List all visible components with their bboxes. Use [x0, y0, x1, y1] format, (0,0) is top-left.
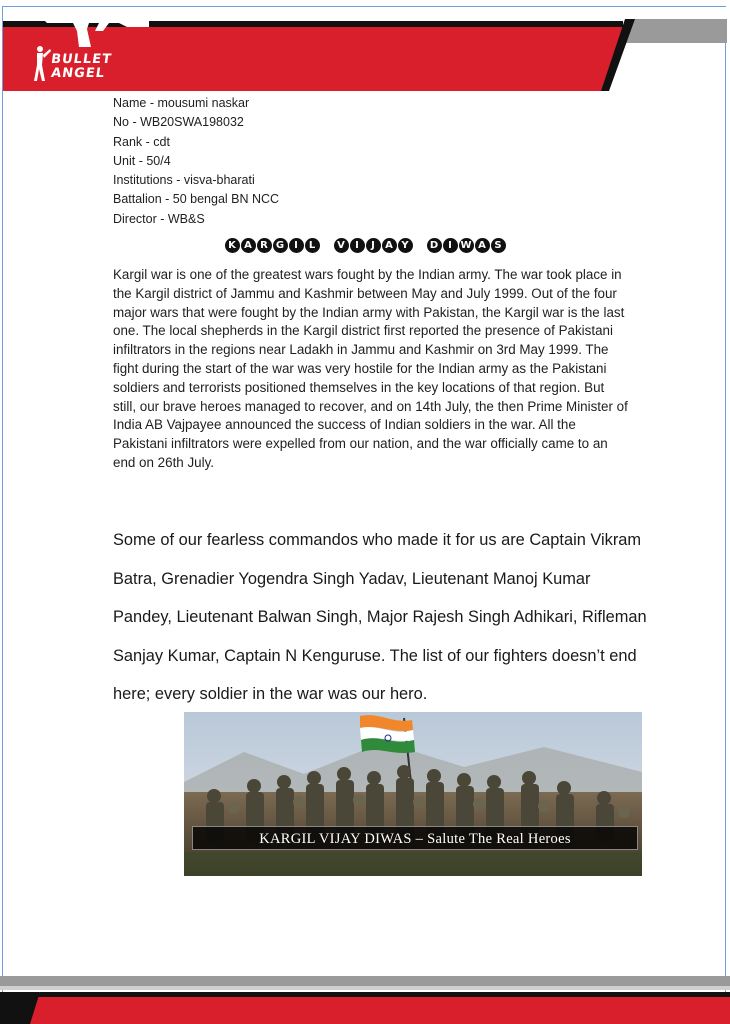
soldiers-illustration — [184, 712, 642, 876]
body-paragraph-heroes: Some of our fearless commandos who made it for us are Captain Vikram Batra, Grenadier Yogendra Singh Yadav, Lieutenant Manoj Kumar Pandey, Lieutenant Balwan Singh, Major Rajesh Singh Adhikari, Rifleman Sanjay Kumar, Captain N Kenguruse. The list of our fighters doesn’t end here; every soldier in the war was our hero. — [113, 531, 647, 703]
info-name: Name - mousumi naskar — [113, 96, 250, 110]
title-letter: I — [443, 238, 458, 253]
brand-name-line2: ANGEL — [50, 66, 106, 81]
title-letter: A — [475, 238, 490, 253]
title-letter: I — [350, 238, 365, 253]
title-word-kargil — [225, 238, 320, 253]
cadet-info — [113, 94, 279, 229]
title-word-vijay — [334, 238, 413, 253]
title-letter: A — [241, 238, 256, 253]
title-letter: K — [225, 238, 240, 253]
soldier-figure-icon — [29, 45, 51, 85]
info-institution: Institutions - visva-bharati — [113, 173, 255, 188]
info-director: Director - WB&S — [113, 211, 205, 226]
brand-logo — [29, 45, 139, 89]
info-rank: Rank - cdt — [113, 134, 170, 149]
title-word-diwas — [427, 238, 506, 253]
info-unit: Unit - 50/4 — [113, 153, 171, 168]
header-banner — [3, 7, 727, 95]
title-letter: V — [334, 238, 349, 253]
page-title — [0, 238, 730, 253]
title-letter: Y — [398, 238, 413, 253]
title-letter: I — [289, 238, 304, 253]
info-number: No - WB20SWA198032 — [113, 115, 244, 130]
title-letter: R — [257, 238, 272, 253]
rifle-icon — [3, 7, 153, 47]
title-letter: J — [366, 238, 381, 253]
body-paragraph-history: Kargil war is one of the greatest wars fought by the Indian army. The war took place in the Kargil district of Jammu and Kashmir between May and July 1999. Out of the four major wars that were fought by the Indian army with Pakistan, the Kargil war is the last one. The local shepherds in the Kargil district first reported the presence of Pakistani infiltrators in the regions near Ladakh in Jammu and Kashmir on 3rd May 1999. The fight during the start of the war was very hostile for the Indian army as the Pakistani soldiers and terrorists positioned themselves in the key locations of that region. But still, our brave heroes managed to recover, and on 14th July, the then Prime Minister of India AB Vajpayee announced the success of Indian soldiers in the war. All the Pakistani infiltrators were expelled from our nation, and the war officially came to an end on 26th July. — [113, 267, 628, 470]
title-letter: W — [460, 240, 472, 251]
footer-shapes — [0, 972, 730, 1024]
footer-banner — [0, 972, 730, 1024]
title-letter: L — [305, 238, 320, 253]
info-battalion: Battalion - 50 bengal BN NCC — [113, 192, 280, 207]
brand-name-line1: BULLET — [50, 52, 113, 67]
photo-caption: KARGIL VIJAY DIWAS – Salute The Real Heroes — [192, 826, 638, 850]
title-letter: D — [427, 238, 442, 253]
soldiers-photo — [184, 712, 642, 876]
title-letter: S — [491, 238, 506, 253]
title-letter: A — [382, 238, 397, 253]
title-letter: G — [273, 238, 288, 253]
